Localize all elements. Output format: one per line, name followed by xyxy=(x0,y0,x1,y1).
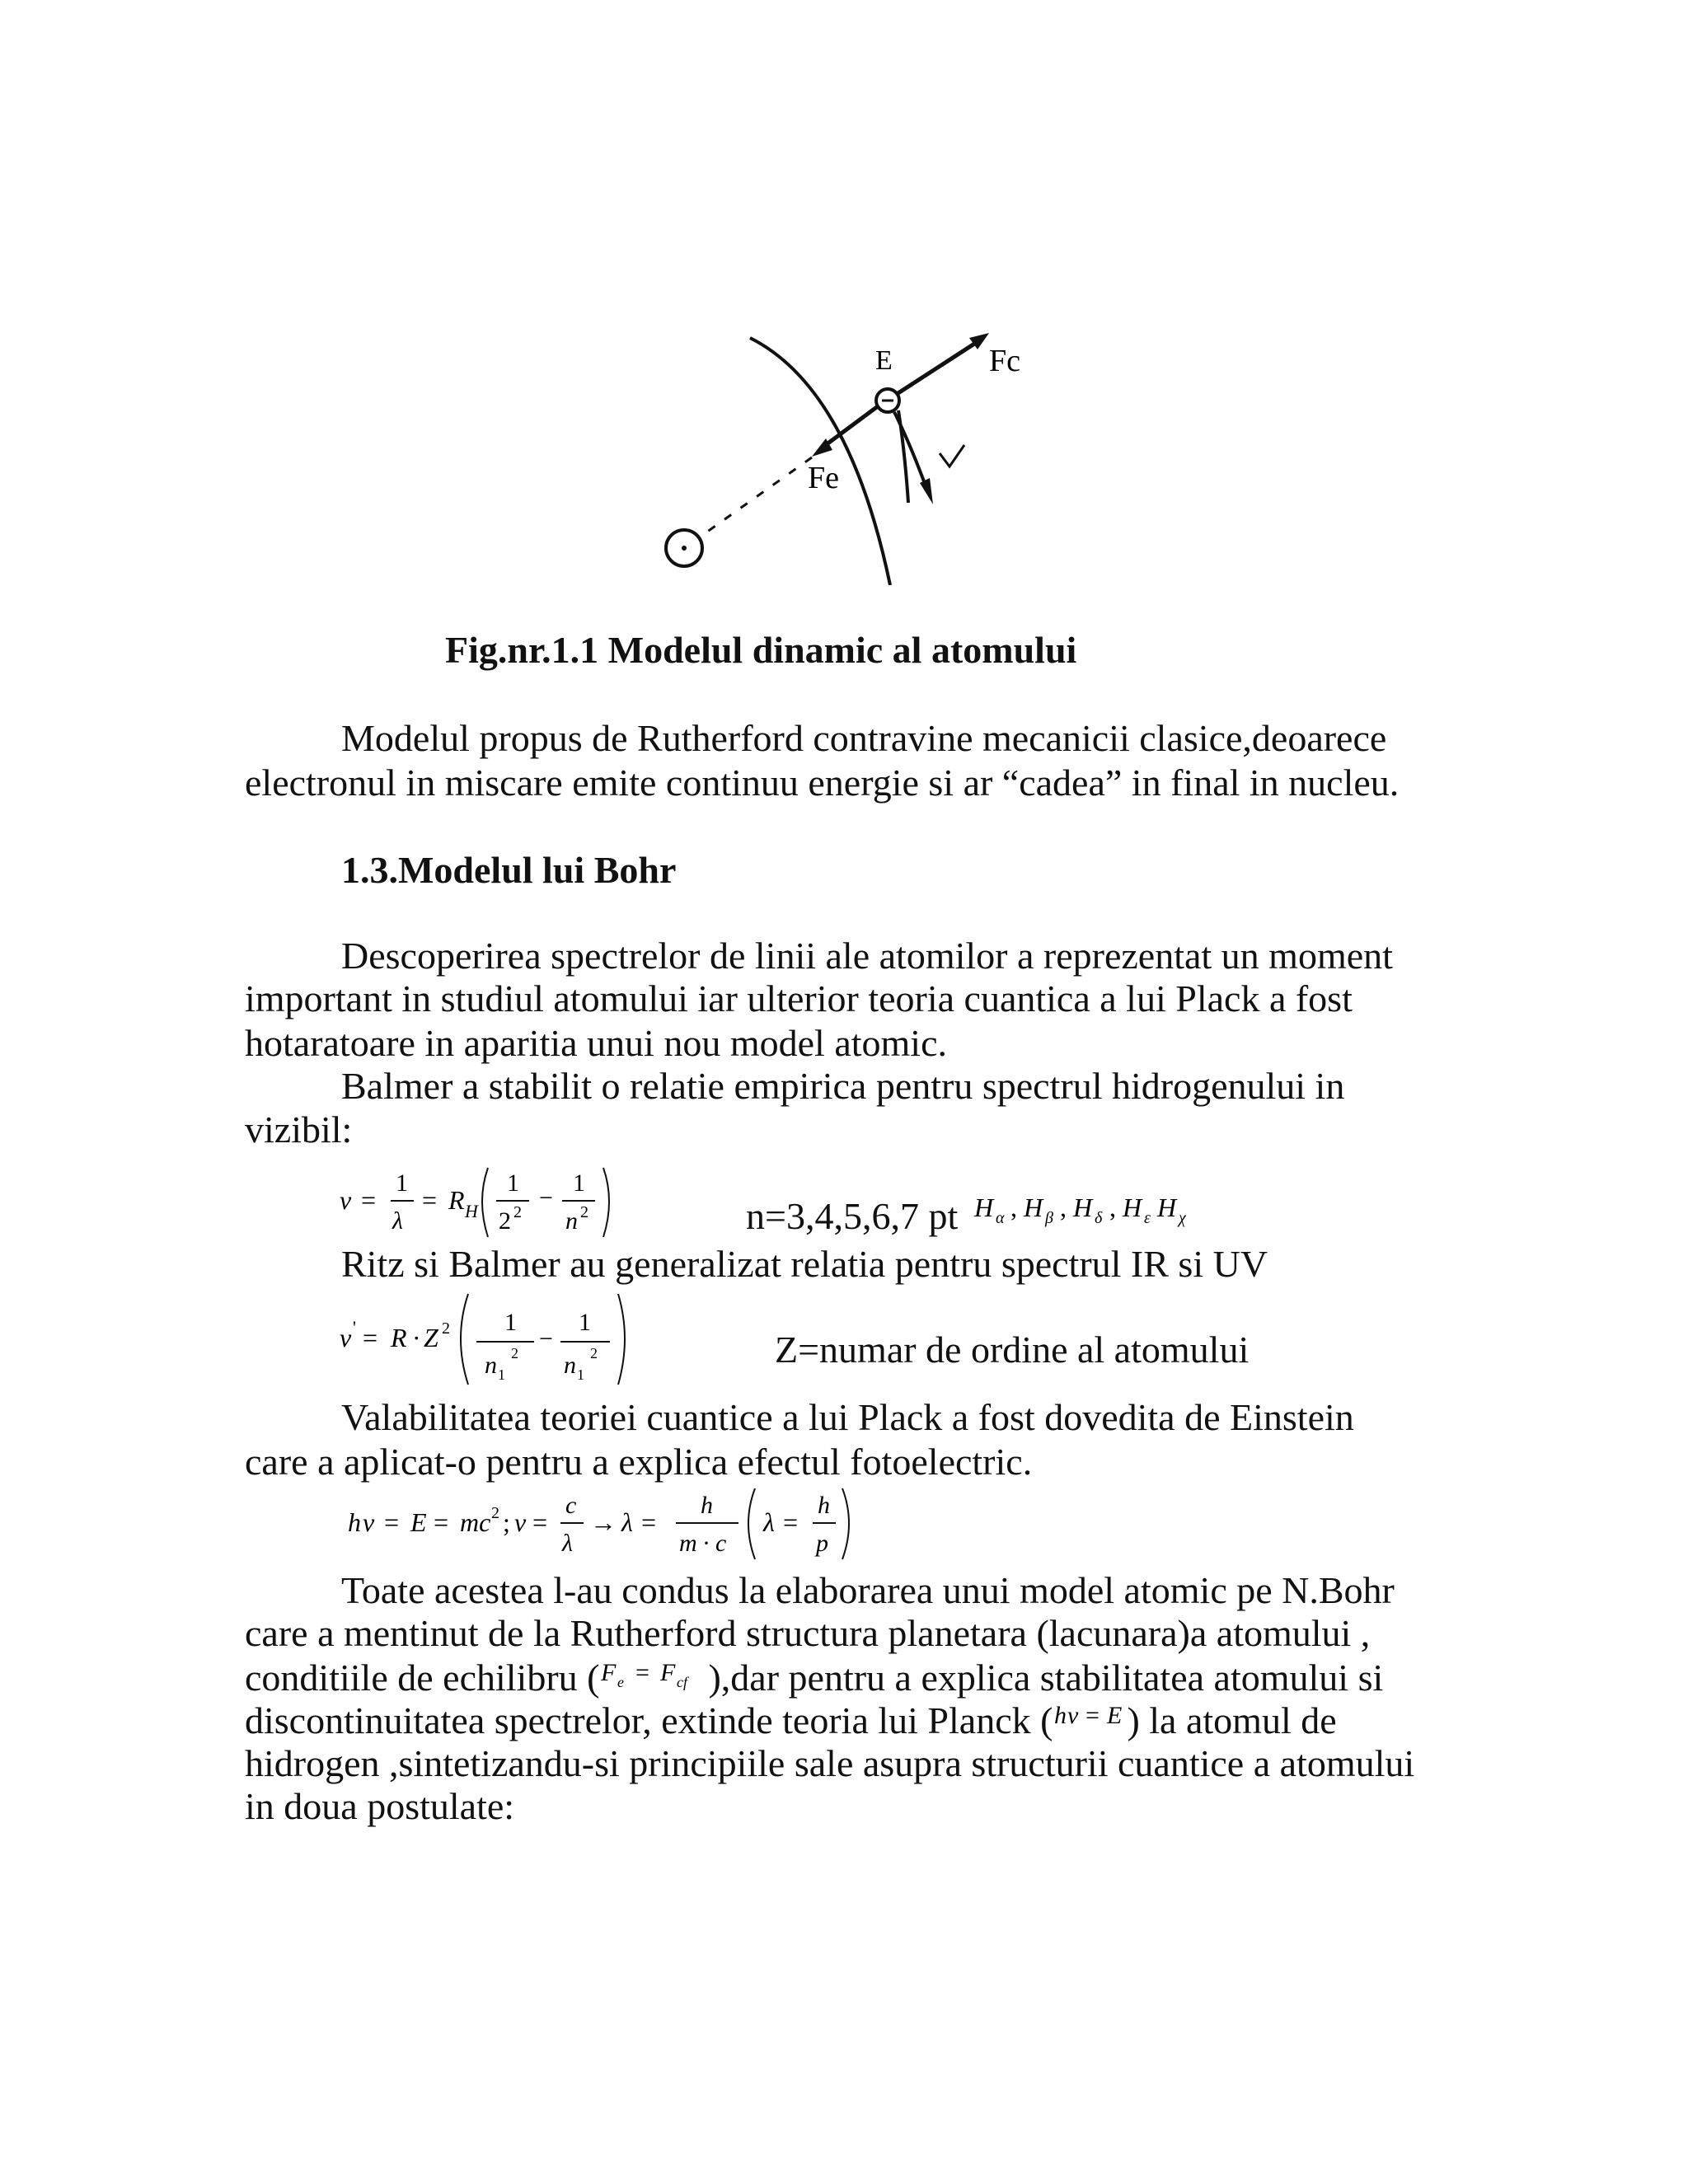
svg-text:ν: ν xyxy=(340,1185,352,1215)
svg-text:=: = xyxy=(422,1185,438,1215)
svg-text:δ: δ xyxy=(1095,1209,1103,1227)
svg-text:χ: χ xyxy=(1179,1209,1186,1227)
label-fe: Fe xyxy=(808,461,839,495)
p3-line1: Balmer a stabilit o relatie empirica pentru spectrul hidrogenului in xyxy=(341,1065,1345,1107)
svg-text:n: n xyxy=(485,1352,497,1379)
svg-text:mc: mc xyxy=(460,1507,491,1537)
svg-text:': ' xyxy=(353,1317,356,1338)
svg-text:p: p xyxy=(816,1530,828,1557)
label-fc: Fc xyxy=(989,344,1020,378)
section-title: 1.3.Modelul lui Bohr xyxy=(341,849,677,891)
p4-line1: Ritz si Balmer au generalizat relatia pentru spectrul IR si UV xyxy=(341,1243,1268,1285)
svg-text:,: , xyxy=(1060,1193,1067,1222)
p2-line3: hotaratoare in aparitia unui nou model atomic. xyxy=(245,1022,947,1064)
svg-text:;: ; xyxy=(503,1507,510,1537)
svg-text:ν: ν xyxy=(363,1507,375,1537)
svg-text:1: 1 xyxy=(579,1309,591,1336)
p5-line2: care a aplicat-o pentru a explica efectul fotoelectric. xyxy=(245,1441,1033,1483)
svg-text:−: − xyxy=(539,1184,553,1212)
svg-text:2: 2 xyxy=(580,1203,588,1221)
svg-text:2: 2 xyxy=(442,1319,450,1338)
balmer-note: n=3,4,5,6,7 pt xyxy=(746,1195,959,1237)
svg-text:E: E xyxy=(410,1507,427,1537)
ritz-formula xyxy=(338,1287,635,1393)
svg-text:1: 1 xyxy=(573,1169,585,1197)
svg-text:c: c xyxy=(715,1530,727,1557)
p6-line4 xyxy=(245,1699,1337,1742)
p6-line6: in doua postulate: xyxy=(245,1785,515,1827)
svg-text:α: α xyxy=(996,1209,1005,1227)
svg-text:=: = xyxy=(641,1507,657,1537)
label-e: E xyxy=(875,345,893,376)
svg-text:=: = xyxy=(384,1507,400,1537)
svg-text:λ: λ xyxy=(621,1507,633,1537)
svg-text:Z: Z xyxy=(424,1323,438,1352)
svg-text:→: → xyxy=(590,1507,617,1537)
svg-text:,: , xyxy=(1109,1193,1116,1222)
p3-line2: vizibil: xyxy=(245,1108,353,1151)
svg-text:2: 2 xyxy=(511,1345,518,1361)
svg-text:2: 2 xyxy=(513,1203,522,1221)
svg-text:ν: ν xyxy=(340,1323,352,1352)
svg-text:c: c xyxy=(565,1492,577,1519)
svg-text:2: 2 xyxy=(491,1504,499,1522)
svg-text:β: β xyxy=(1045,1209,1053,1227)
p5-line1: Valabilitatea teoriei cuantice a lui Plack a fost dovedita de Einstein xyxy=(341,1396,1354,1438)
p2-line1: Descoperirea spectrelor de linii ale atomilor a reprezentat un moment xyxy=(341,935,1393,977)
svg-text:=: = xyxy=(363,1323,378,1352)
svg-text:H: H xyxy=(1123,1193,1142,1222)
svg-text:=: = xyxy=(361,1185,377,1215)
svg-text:H: H xyxy=(1157,1193,1177,1222)
equilibrium-formula xyxy=(599,1657,708,1694)
svg-text:2: 2 xyxy=(590,1345,598,1361)
balmer-lines xyxy=(973,1187,1253,1236)
svg-text:R: R xyxy=(448,1185,465,1215)
svg-text:F: F xyxy=(660,1659,676,1686)
p1-line1: Modelul propus de Rutherford contravine mecanicii clasice,deoarece xyxy=(341,717,1387,759)
planck-formula xyxy=(1053,1700,1127,1736)
svg-text:=: = xyxy=(1085,1702,1100,1729)
svg-text:=: = xyxy=(434,1507,449,1537)
svg-text:=: = xyxy=(532,1507,548,1537)
svg-text:ε: ε xyxy=(1144,1209,1151,1227)
svg-text:1: 1 xyxy=(577,1366,584,1383)
p6-line3-a: conditiile de echilibru ( xyxy=(245,1657,600,1699)
p6-line5: hidrogen ,sintetizandu-si principiile sale asupra structurii cuantice a atomului xyxy=(245,1742,1415,1784)
svg-text:=: = xyxy=(635,1659,650,1686)
svg-text:H: H xyxy=(1024,1193,1043,1222)
svg-text:H: H xyxy=(465,1201,478,1221)
p2-line2: important in studiul atomului iar ulterior teoria cuantica a lui Plack a fost xyxy=(245,977,1353,1019)
svg-text:e: e xyxy=(617,1674,625,1690)
svg-text:=: = xyxy=(783,1507,799,1537)
svg-text:n: n xyxy=(564,1352,576,1379)
svg-text:1: 1 xyxy=(504,1309,517,1336)
svg-text:2: 2 xyxy=(499,1207,511,1235)
svg-text:·: · xyxy=(412,1323,421,1352)
balmer-formula xyxy=(338,1158,651,1249)
svg-text:H: H xyxy=(1073,1193,1093,1222)
svg-text:·: · xyxy=(702,1530,710,1557)
p1-line2: electronul in miscare emite continuu energie si ar “cadea” in final in nucleu. xyxy=(245,762,1400,804)
svg-text:h: h xyxy=(818,1492,830,1519)
svg-text:λ: λ xyxy=(392,1207,403,1235)
svg-text:n: n xyxy=(565,1207,578,1235)
ritz-note: Z=numar de ordine al atomului xyxy=(775,1329,1250,1371)
svg-text:λ: λ xyxy=(763,1507,775,1537)
svg-text:h: h xyxy=(348,1507,361,1537)
svg-text:F: F xyxy=(601,1659,617,1686)
p6-line2: care a mentinut de la Rutherford structura planetara (lacunara)a atomului , xyxy=(245,1612,1371,1654)
svg-text:ν: ν xyxy=(1067,1702,1079,1729)
p6-line4-a: discontinuitatea spectrelor, extinde teoria lui Planck ( xyxy=(245,1699,1053,1741)
p6-line3-b: ,dar pentru a explica stabilitatea atomului si xyxy=(720,1657,1384,1699)
svg-text:1: 1 xyxy=(498,1366,505,1383)
figure-caption: Fig.nr.1.1 Modelul dinamic al atomului xyxy=(445,629,1077,671)
einstein-formula xyxy=(346,1483,857,1566)
svg-text:,: , xyxy=(1010,1193,1017,1222)
svg-text:−: − xyxy=(539,1325,553,1352)
svg-text:ν: ν xyxy=(514,1507,527,1537)
svg-text:1: 1 xyxy=(507,1169,519,1197)
svg-text:1: 1 xyxy=(396,1169,408,1197)
svg-text:h: h xyxy=(701,1492,713,1519)
svg-text:H: H xyxy=(974,1193,994,1222)
svg-text:E: E xyxy=(1107,1702,1123,1729)
svg-text:m: m xyxy=(679,1530,697,1557)
svg-text:R: R xyxy=(391,1323,407,1352)
atom-model-figure xyxy=(643,313,1071,585)
svg-text:h: h xyxy=(1054,1702,1067,1729)
svg-text:λ: λ xyxy=(562,1530,573,1557)
p6-line4-b: ) la atomul de xyxy=(1127,1699,1337,1741)
svg-text:cf: cf xyxy=(677,1674,688,1690)
p6-line1: Toate acestea l-au condus la elaborarea unui model atomic pe N.Bohr xyxy=(341,1569,1395,1611)
p6-line3: conditiile de echilibru ( F e = F cf ),dar pentru a explica stabilitatea atomului si xyxy=(245,1657,1384,1699)
